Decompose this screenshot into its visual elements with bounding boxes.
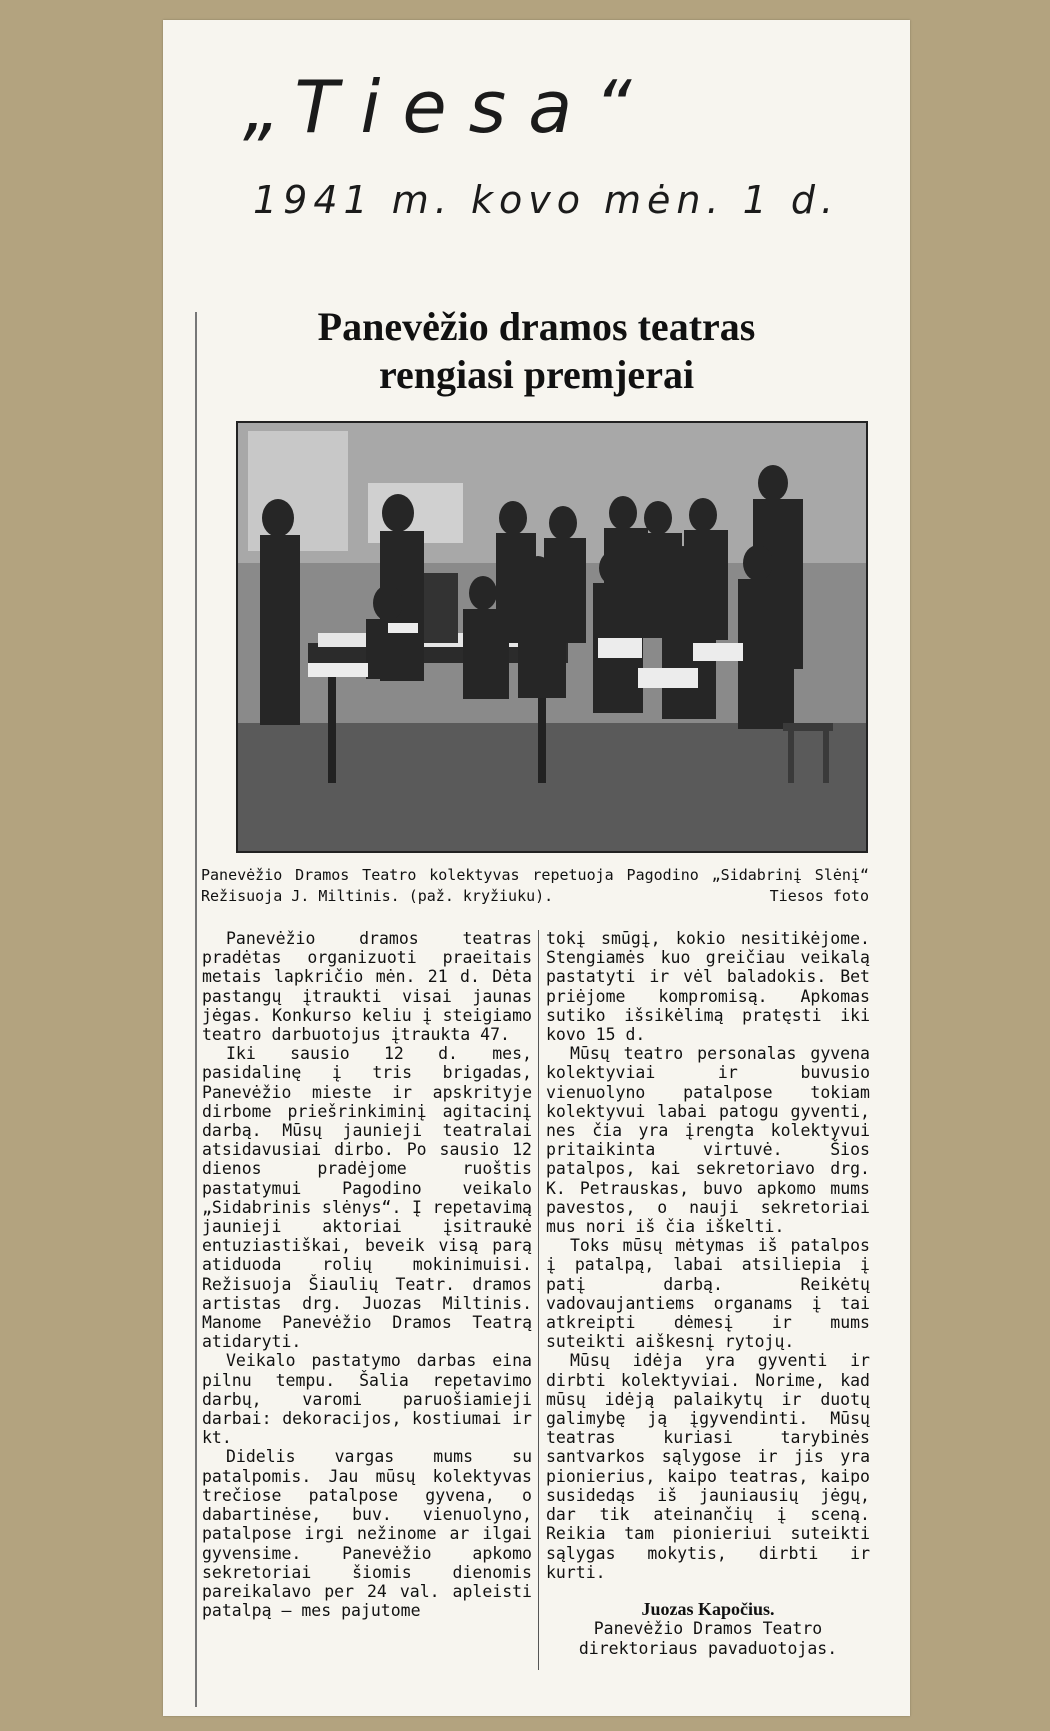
article-paragraph: Veikalo pastatymo darbas eina pilnu tempu. Šalia repetavimo darbų, varomi paruošiamieji darbai: dekoracijos, kostiumai ir kt. [202, 1351, 532, 1448]
left-margin-rule [195, 312, 197, 1707]
article-paragraph: Toks mūsų mėtymas iš patalpos į patalpą, labai atsiliepia į patį darbą. Reikėtų vadovaujantiems organams į tai atkreipti dėmesį ir mums suteikti aiškesnį rytojų. [546, 1236, 870, 1352]
author-role: Panevėžio Dramos Teatro direktoriaus pavaduotojas. [578, 1619, 838, 1658]
handwritten-newspaper-name: „Tiesa“ [243, 65, 654, 149]
photo-credit: Tiesos foto [769, 887, 869, 905]
rehearsal-photo-illustration [238, 423, 866, 851]
author-name: Juozas Kapočius. [641, 1598, 775, 1619]
column-divider [538, 930, 539, 1670]
article-paragraph: Iki sausio 12 d. mes, pasidalinę į tris brigadas, Panevėžio mieste ir apskrityje dirbome priešrinkiminį agitacinį darbą. Mūsų jaunieji teatralai atsidavusiai dirbo. Po sausio 12 dienos pradėjome ruoštis pastatymui Pagodino veikalo „Sidabrinis slėnys“. Į repetavimą jaunieji aktoriai įsitraukė entuziastiškai, beveik visą parą atiduoda rolių mokinimuisi. Režisuoja Šiaulių Teatr. dramos artistas drg. Juozas Miltinis. Manome Panevėžio Dramos Teatrą atidaryti. [202, 1044, 532, 1352]
article-column-left [202, 929, 532, 1620]
article-paragraph: Panevėžio dramos teatras pradėtas organizuoti praeitais metais lapkričio mėn. 21 d. Dėta pastangų įtraukti visai jaunas jėgas. Konkurso keliu į steigiamo teatro darbuotojus įtraukta 47. [202, 929, 532, 1045]
handwritten-date: 1941 m. kovo mėn. 1 d. [253, 178, 840, 222]
article-headline: Panevėžio dramos teatras rengiasi premjerai [317, 304, 756, 397]
rehearsal-photo [236, 421, 868, 853]
article-column-right [546, 929, 870, 1658]
newspaper-clipping [163, 20, 910, 1716]
article-paragraph: Didelis vargas mums su patalpomis. Jau mūsų kolektyvas trečiose patalpose gyvena, o dabartinėse, buv. vienuolyno, patalpose irgi nežinome ar ilgai gyvensime. Panevėžio apkomo sekretoriai šiomis dienomis pareikalavo per 24 val. apleisti patalpą — mes pajutome [202, 1447, 532, 1621]
photo-caption-text: Panevėžio Dramos Teatro kolektyvas repetuoja Pagodino „Sidabrinį Slėnį“ Režisuoja J. Miltinis. (paž. kryžiuku). [201, 866, 869, 905]
article-paragraph: tokį smūgį, kokio nesitikėjome. Stengiamės kuo greičiau veikalą pastatyti ir vėl baladokis. Bet priėjome kompromisą. Apkomas sutiko išsikėlimą pratęsti iki kovo 15 d. [546, 929, 870, 1045]
article-paragraph: Mūsų idėja yra gyventi ir dirbti kolektyviai. Norime, kad mūsų idėją palaikytų ir duotų galimybę ją įgyvendinti. Mūsų teatras kuriasi tarybinės santvarkos sąlygose ir jis yra pionierius, kaipo teatras, kaipo susidedąs iš jauniausių jėgų, dar tik ateinančių į sceną. Reikia tam pionieriui suteikti sąlygas mokytis, dirbti ir kurti. [546, 1351, 870, 1582]
photo-caption [201, 865, 869, 907]
article-paragraph: Mūsų teatro personalas gyvena kolektyviai ir buvusio vienuolyno patalpose tokiam kolektyvui labai patogu gyventi, nes čia yra įrengta kolektyvui pritaikinta virtuvė. Šios patalpos, kai sekretoriavo drg. K. Petrauskas, buvo apkomo mums pavestos, o nauji sekretoriai mus nori iš čia iškelti. [546, 1044, 870, 1237]
